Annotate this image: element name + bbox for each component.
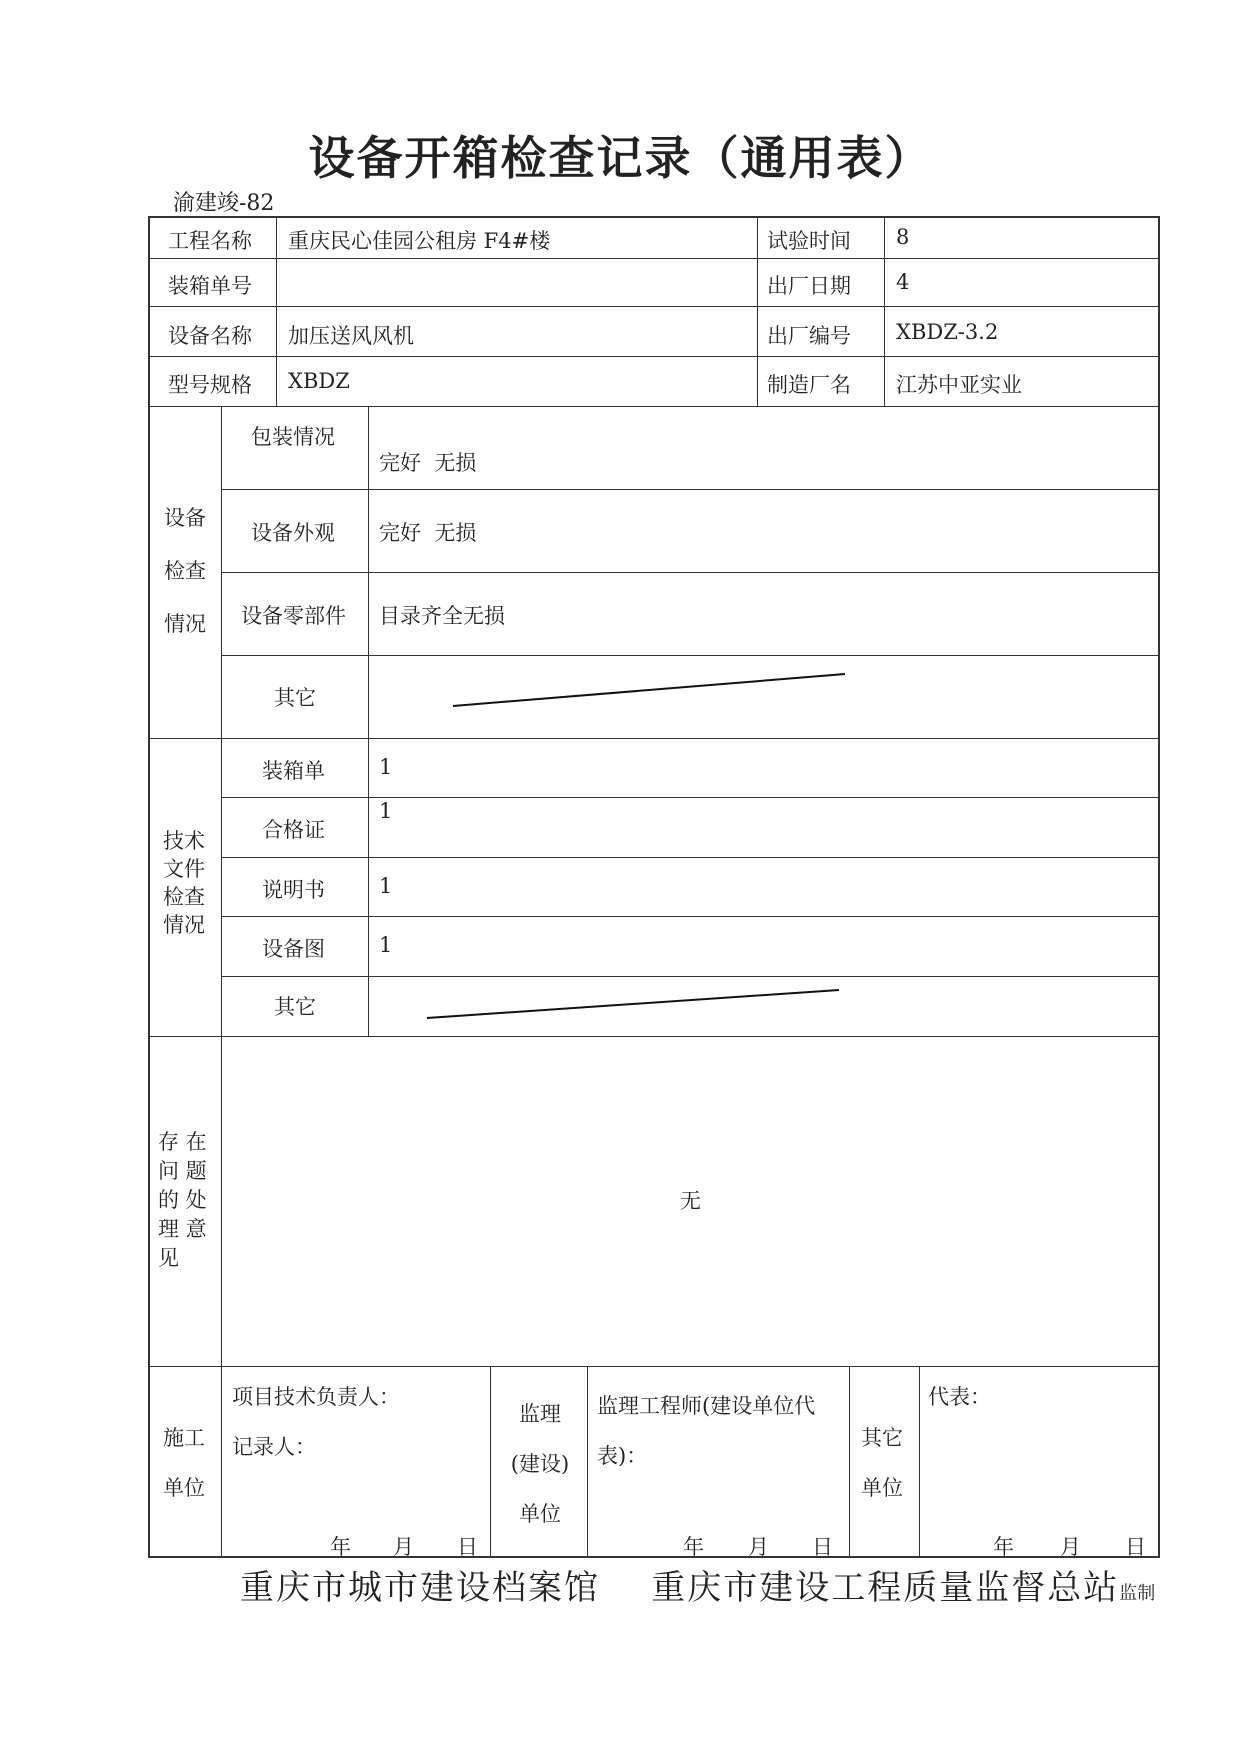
supervisor-label: 监理工程师(建设单位代 表)： [597, 1394, 816, 1468]
supervision-year: 年 [683, 1535, 704, 1559]
recorder-label: 记录人： [232, 1435, 316, 1459]
equipment-label: 设备名称 [168, 324, 252, 348]
other-month: 月 [1060, 1535, 1081, 1559]
project-label: 工程名称 [168, 229, 252, 253]
doc-drawing-label: 设备图 [262, 937, 325, 961]
footer-text: 重庆市城市建设档案馆 重庆市建设工程质量监督总站 [240, 1568, 1120, 1608]
inspection-packing-label: 包装情况 [251, 425, 335, 449]
doc-packing-list-label: 装箱单 [262, 759, 325, 783]
maker-value: 江苏中亚实业 [896, 373, 1022, 397]
form-title: 设备开箱检查记录（通用表） [308, 131, 933, 185]
other-unit-label: 其它 单位 [861, 1426, 903, 1500]
tech-lead-label: 项目技术负责人： [232, 1385, 400, 1409]
factory-no-label: 出厂编号 [767, 324, 851, 348]
construction-month: 月 [393, 1535, 414, 1559]
construction-unit-label: 施工 单位 [163, 1426, 205, 1500]
inspection-parts-value: 目录齐全无损 [379, 604, 505, 628]
factory-date-value: 4 [896, 270, 910, 294]
construction-year: 年 [330, 1535, 351, 1559]
issues-section-label: 存 在 问 题 的 处 理 意 见 [158, 1130, 207, 1270]
other-day: 日 [1125, 1535, 1146, 1559]
supervision-day: 日 [812, 1535, 833, 1559]
test-time-label: 试验时间 [767, 229, 851, 253]
representative-label: 代表： [928, 1385, 991, 1409]
supervision-month: 月 [748, 1535, 769, 1559]
inspection-section-label: 设备 检查 情况 [164, 506, 206, 636]
packing-no-label: 装箱单号 [168, 274, 252, 298]
inspection-other-label: 其它 [274, 686, 316, 710]
footer [240, 1560, 1155, 1609]
maker-label: 制造厂名 [767, 373, 851, 397]
issues-value: 无 [680, 1189, 701, 1213]
other-year: 年 [993, 1535, 1014, 1559]
strike-line-inspection-other [450, 668, 850, 712]
doc-manual-label: 说明书 [262, 878, 325, 902]
inspection-packing-value: 完好 无损 [379, 451, 477, 475]
equipment-value: 加压送风风机 [288, 324, 414, 348]
strike-line-doc-other [424, 984, 844, 1024]
doc-certificate-label: 合格证 [262, 818, 325, 842]
project-value: 重庆民心佳园公租房 F4#楼 [288, 229, 551, 253]
construction-day: 日 [457, 1535, 478, 1559]
form-code: 渝建竣-82 [173, 191, 275, 216]
test-time-value: 8 [896, 225, 910, 249]
inspection-appearance-value: 完好 无损 [379, 521, 477, 545]
factory-no-value: XBDZ-3.2 [896, 320, 999, 344]
footer-suffix: 监制 [1119, 1583, 1156, 1604]
supervision-unit-label: 监理 (建设) 单位 [510, 1402, 570, 1526]
documents-section-label: 技术 文件 检查 情况 [163, 829, 205, 937]
factory-date-label: 出厂日期 [767, 274, 851, 298]
inspection-appearance-label: 设备外观 [251, 521, 335, 545]
doc-drawing-value: 1 [379, 933, 393, 957]
model-label: 型号规格 [168, 373, 252, 397]
inspection-parts-label: 设备零部件 [241, 604, 346, 628]
doc-other-label: 其它 [274, 995, 316, 1019]
doc-packing-list-value: 1 [379, 755, 393, 779]
doc-certificate-value: 1 [379, 799, 393, 823]
model-value: XBDZ [288, 369, 350, 393]
doc-manual-value: 1 [379, 874, 393, 898]
